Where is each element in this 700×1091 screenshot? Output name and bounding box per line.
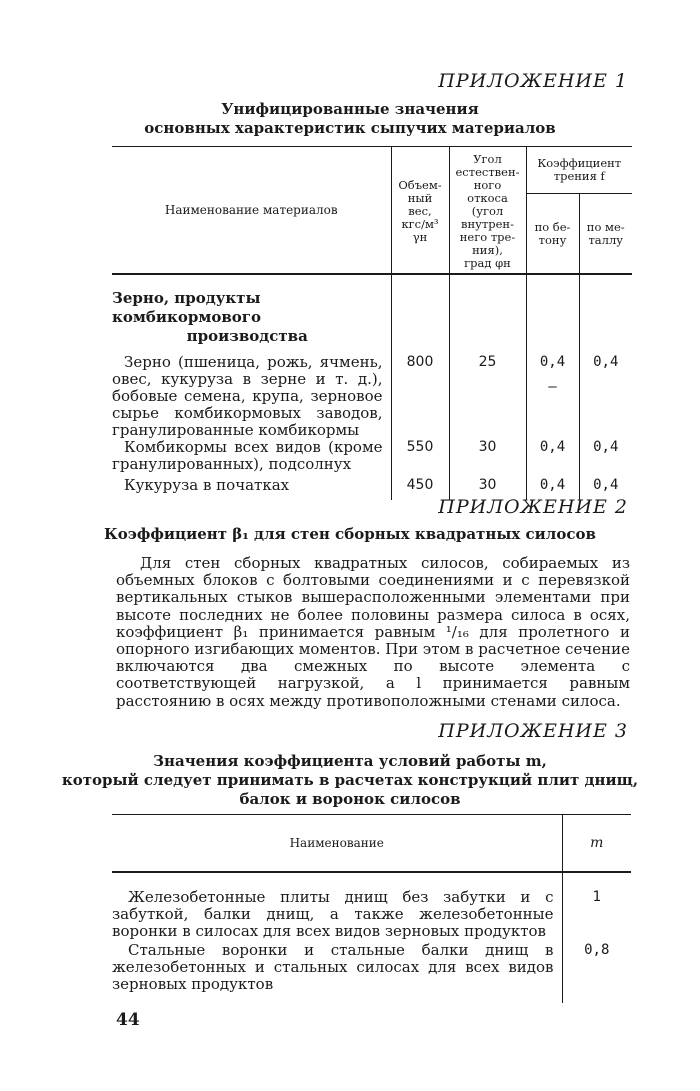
volume-weight-value: 450	[391, 473, 449, 500]
appendix-2-label: ПРИЛОЖЕНИЕ 2	[438, 496, 628, 518]
appendix-1-label: ПРИЛОЖЕНИЕ 1	[438, 70, 628, 92]
repose-angle-value: 30	[449, 439, 526, 473]
appendix-3-title: Значения коэффициента условий работы m, который следует принимать в расчетах конструкций плит днищ, балок и воронок силосов	[61, 752, 639, 808]
material-name: Зерно (пшеница, рожь, ячмень, овес, кукуруза в зерне и т. д.), бобовые семена, крупа, зерновое сырье комбикормовых заводов, гранулированные комбикормы	[112, 353, 383, 439]
volume-weight-value: 800	[391, 346, 449, 439]
friction-metal-value: 0,4	[579, 473, 632, 500]
friction-concrete-value: 0,4	[526, 439, 579, 473]
friction-concrete-value: 0,4	[526, 473, 579, 500]
appendix-1-title: Унифицированные значения основных характеристик сыпучих материалов	[144, 100, 556, 137]
header-name: Наименование	[112, 815, 562, 873]
table-row	[112, 439, 632, 473]
header-on-concrete: по бе- тону	[526, 194, 579, 275]
m-value: 1	[562, 872, 631, 940]
section-grain-products: Зерно, продукты комбикормового производства	[112, 289, 308, 345]
header-repose-angle: Угол естествен- ного откоса (угол внутрен- него тре- ния), град φн	[449, 147, 526, 275]
page-number: 44	[116, 1010, 140, 1030]
repose-angle-value: 25	[449, 346, 526, 439]
friction-concrete-value: 0,4 –	[526, 346, 579, 439]
material-name: Комбикормы всех видов (кроме гранулированных), подсолнух	[112, 438, 383, 473]
friction-metal-value: 0,4	[579, 439, 632, 473]
table-row	[112, 872, 631, 940]
item-name: Железобетонные плиты днищ без забутки и с забуткой, балки днищ, а также железобетонные воронки в силосах для всех видов зерновых продуктов	[112, 888, 554, 940]
table-row	[112, 346, 632, 439]
volume-weight-value: 550	[391, 439, 449, 473]
friction-metal-value: 0,4	[579, 346, 632, 439]
material-name: Кукуруза в початках	[124, 476, 290, 494]
header-volume-weight: Объем- ный вес, кгс/м³ γн	[391, 147, 449, 275]
header-m: m	[562, 815, 631, 873]
appendix-3-label: ПРИЛОЖЕНИЕ 3	[438, 720, 628, 742]
header-friction-coefficient: Коэффициент трения f	[526, 147, 632, 194]
m-value: 0,8	[562, 940, 631, 1003]
header-on-metal: по ме- таллу	[579, 194, 632, 275]
appendix-2-title: Коэффициент β₁ для стен сборных квадратных силосов	[104, 525, 596, 543]
repose-angle-value: 30	[449, 473, 526, 500]
appendix-2-paragraph: Для стен сборных квадратных силосов, собираемых из объемных блоков с болтовыми соединениями и с перевязкой вертикальных стыков вышерасположенными элементами при высоте последних не более половины размера силоса в осях, коэффициент β₁ принимается равным ¹/₁₆ для пролетного и опорного изгибающих моментов. При этом в расчетное сечение включаются два смежных по высоте элемента с соответствующей нагрузкой, а l принимается равным расстоянию в осях между противоположными стенами силоса.	[116, 554, 630, 710]
item-name: Стальные воронки и стальные балки днищ в железобетонных и стальных силосах для всех видов зерновых продуктов	[112, 941, 554, 993]
table-row	[112, 940, 631, 1003]
header-material-name: Наименование материалов	[112, 147, 391, 275]
dash-mark: –	[548, 379, 557, 395]
materials-table	[112, 146, 632, 500]
work-conditions-table	[112, 814, 631, 1003]
